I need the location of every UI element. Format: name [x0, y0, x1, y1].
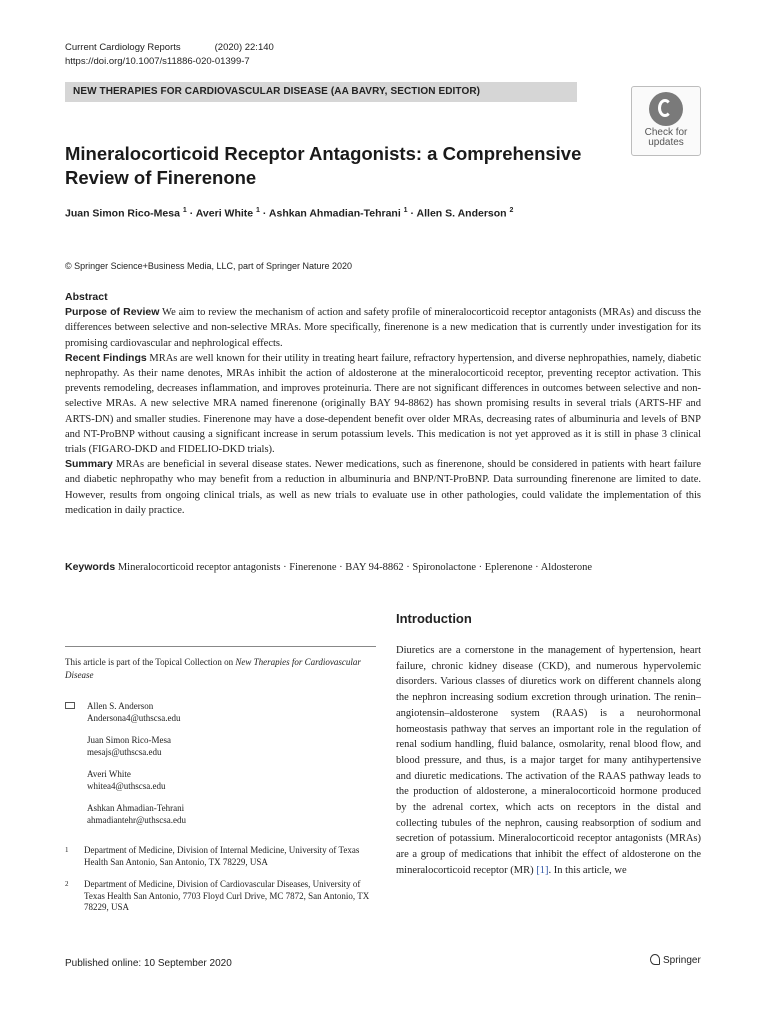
envelope-icon [65, 702, 75, 709]
keywords-text: Mineralocorticoid receptor antagonists · Finerenone · BAY 94-8862 · Spironolactone · Eplerenone · Aldosterone [117, 562, 593, 573]
topical-prefix: This article is part of the Topical Collection on [65, 657, 236, 667]
correspondence-entry [87, 735, 171, 758]
author-affiliation: 2 [509, 207, 514, 214]
correspondent-email[interactable]: mesajs@uthscsa.edu [87, 746, 162, 757]
author-affiliation: 1 [182, 207, 187, 214]
check-updates-line2: updates [648, 137, 684, 148]
correspondence-entry [87, 803, 186, 826]
keywords-label: Keywords [65, 561, 116, 573]
check-updates-line1: Check for [644, 127, 688, 138]
check-for-updates-badge[interactable] [631, 86, 701, 156]
introduction-text: Diuretics are a cornerstone in the management of hypertension, heart failure, chronic kidney disease (CKD), and numerous hypervolemic disorders. Various classes of diuretics work on different channels along the nephron increasing sodium excretion through urination. The renin–angiotensin–aldosterone system (RAAS) is a neurohormonal homeostasis pathway that serves an important role in the regulation of renal sodium handling, fluid balance, osmolarity, renal blood flow, and blood pressure, and thus, is a major target for many antihypertensive and diuretic medications. The activation of the RAAS pathway leads to the production of aldosterone, a mineralocorticoid hormone produced by the adrenal cortex, which acts on receptors in the distal and collecting tubules of the nephron, causing reabsorption of sodium and secretion of potassium. Mineralocorticoid receptor antagonists (MRAs) are a group of medications that inhibit the effect of aldosterone on the mineralocorticoid receptor (MR) [396, 645, 701, 876]
author-separator: · [186, 207, 196, 220]
published-date: Published online: 10 September 2020 [65, 958, 232, 969]
springer-horse-icon [650, 954, 660, 965]
correspondent-name: Ashkan Ahmadian-Tehrani [87, 803, 185, 813]
abstract-purpose [65, 305, 701, 351]
author-separator: · [407, 207, 417, 220]
check-updates-icon [649, 92, 683, 126]
journal-name: Current Cardiology Reports [65, 42, 181, 53]
findings-label: Recent Findings [65, 351, 147, 364]
author-separator: · [259, 207, 269, 220]
introduction-heading: Introduction [396, 611, 472, 626]
affiliation-text: Department of Medicine, Division of Cardiovascular Diseases, University of Texas Health San Antonio, 7703 Floyd Curl Drive, MC 7872, San Antonio, TX 78229, USA [84, 879, 370, 912]
citation-link[interactable]: [1] [536, 864, 549, 876]
publisher-name: Springer [663, 955, 701, 966]
author-name: Ashkan Ahmadian-Tehrani [268, 207, 401, 220]
topical-collection-note [65, 656, 376, 682]
correspondent-email[interactable]: ahmadiantehr@uthscsa.edu [87, 814, 187, 825]
author-name: Allen S. Anderson [416, 207, 507, 220]
springer-logo [650, 954, 701, 966]
affiliation-number: 1 [65, 846, 69, 854]
footnote-divider [65, 646, 376, 647]
article-title: Mineralocorticoid Receptor Antagonists: a Comprehensive Review of Finerenone [65, 143, 582, 188]
correspondent-name: Averi White [87, 769, 131, 779]
abstract-heading: Abstract [65, 291, 108, 303]
correspondent-name: Juan Simon Rico-Mesa [87, 735, 171, 745]
affiliation-number: 2 [65, 880, 69, 888]
author-list [65, 207, 513, 220]
summary-text: MRAs are beneficial in several disease states. Newer medications, such as finerenone, should be considered in patients with heart failure and diabetic nephropathy who may benefit from a reduction in albuminuria and BNP/NT-ProBNP. Data surrounding finerenone are limited to date. However, results from ongoing clinical trials, as well as new trials to evaluate use in other pathologies, could validate the implementation of this medication in daily practice. [65, 459, 702, 516]
correspondence-entry [87, 769, 166, 792]
purpose-text: We aim to review the mechanism of action and safety profile of mineralocorticoid receptor antagonists (MRAs) and discuss the differences between selective and non-selective MRAs. More specifically, finerenone is a new medication that is currently under investigation for its promising cardiovascular and nephrological effects. [65, 307, 701, 349]
abstract-summary [65, 457, 701, 518]
section-banner: NEW THERAPIES FOR CARDIOVASCULAR DISEASE (AA BAVRY, SECTION EDITOR) [65, 82, 577, 102]
correspondent-email[interactable]: whitea4@uthscsa.edu [87, 780, 166, 791]
correspondent-email[interactable]: Andersona4@uthscsa.edu [87, 712, 181, 723]
topical-collection-name: New Therapies for Cardiovascular Disease [65, 657, 361, 680]
author-affiliation: 1 [403, 207, 408, 214]
purpose-label: Purpose of Review [65, 306, 160, 319]
copyright-line: © Springer Science+Business Media, LLC, part of Springer Nature 2020 [65, 261, 353, 271]
affiliation-text: Department of Medicine, Division of Internal Medicine, University of Texas Health San Antonio, San Antonio, TX 78229, USA [84, 845, 360, 867]
author-affiliation: 1 [256, 207, 260, 214]
keywords-section [65, 561, 701, 573]
correspondence-entry [87, 701, 181, 724]
journal-header [65, 41, 274, 69]
author-name: Averi White [195, 207, 254, 220]
introduction-tail: . In this article, we [548, 864, 627, 876]
abstract-section [65, 290, 701, 518]
findings-text: MRAs are well known for their utility in treating heart failure, refractory hypertension, and diverse nephropathies, namely, diabetic nephropathy. As their name denotes, MRAs inhibit the action of aldosterone at the mineralocorticoid receptor, preventing receptor activation. This prevents remodeling, decreases inflammation, and improves proteinuria. There are not significant differences in outcomes between selective and non-selective MRAs. A new selective MRA named finerenone (originally BAY 94-8862) has shown promising results in several trials (ARTS-HF and ARTS-DN) and smaller studies. Finerenone may have a dose-dependent benefit over older MRAs, decreasing rates of albuminuria and levels of BNP and NT-ProBNP without causing a significant increase in serum potassium levels. This medication is not yet approved as it is still in phase 3 clinical trials (FIGARO-DKD and FIDELIO-DKD trials). [65, 352, 701, 456]
introduction-body [396, 643, 701, 879]
journal-volume: (2020) 22:140 [214, 42, 274, 53]
summary-label: Summary [65, 458, 113, 471]
author-name: Juan Simon Rico-Mesa [65, 207, 180, 220]
abstract-findings [65, 351, 701, 457]
doi-link[interactable]: https://doi.org/10.1007/s11886-020-01399-7 [65, 56, 250, 67]
correspondent-name: Allen S. Anderson [87, 701, 154, 711]
